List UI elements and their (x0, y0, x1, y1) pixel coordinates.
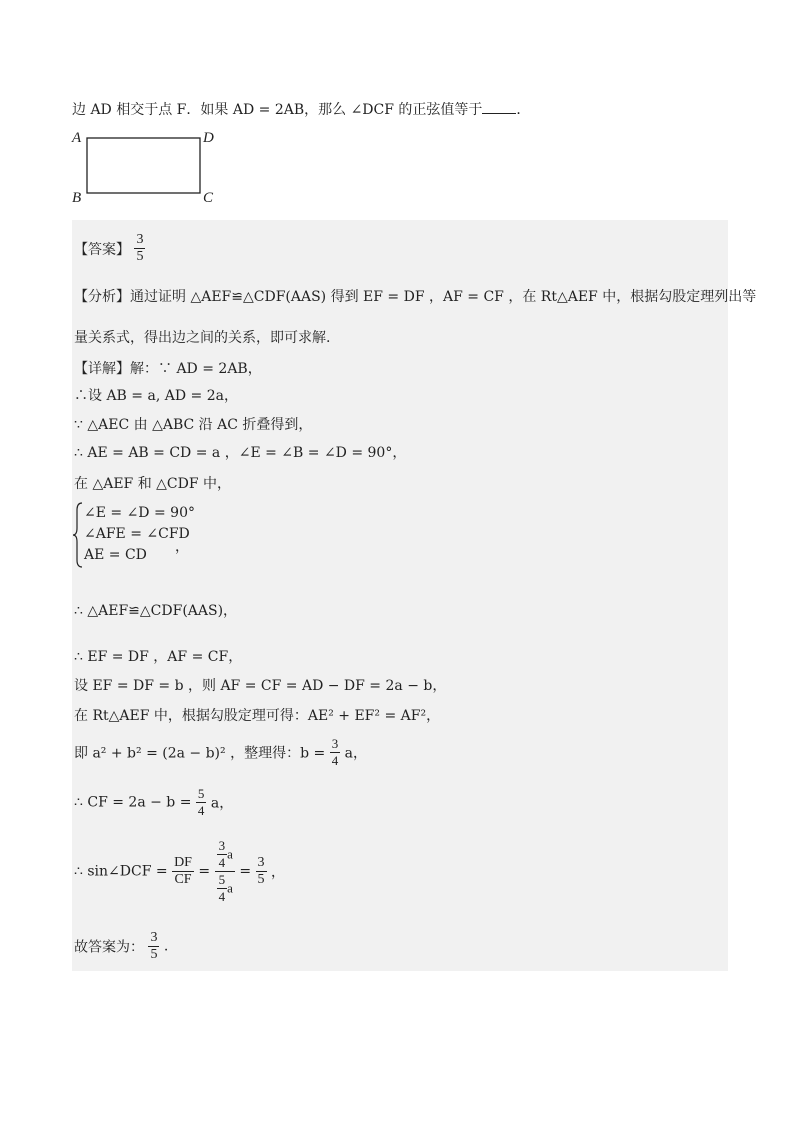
equals-sign: = (239, 863, 252, 880)
analysis-text-1: 通过证明 △AEF≌△CDF(AAS) 得到 EF = DF ，AF = CF ，在 Rt△AEF 中，根据勾股定理列出等 (130, 289, 757, 305)
answer-label: 【答案】 (74, 241, 130, 258)
system-eq-2: ∠AFE = ∠CFD (84, 526, 190, 542)
answer-line (74, 232, 145, 265)
detail-line-5: 在 △AEF 和 △CDF 中， (74, 476, 232, 492)
detail-line-8: 设 EF = DF = b ，则 AF = CF = AD − DF = 2a − b， (74, 678, 447, 694)
answer-numerator: 3 (136, 232, 144, 247)
fraction-numerator: DF (174, 855, 192, 870)
detail-label: 【详解】 (74, 361, 130, 377)
left-brace-icon (72, 502, 84, 568)
variable-a: a (227, 880, 233, 896)
fraction-numerator: 3 (150, 930, 158, 945)
question-text: 边 AD 相交于点 F．如果 AD = 2AB，那么 ∠DCF 的正弦值等于 (72, 102, 483, 118)
final-answer-text: 故答案为： (74, 939, 144, 956)
detail-line-3: ∵ △AEC 由 △ABC 沿 AC 折叠得到， (74, 417, 313, 433)
system-eq-3: AE = CD (84, 547, 147, 563)
equals-sign: = (198, 863, 211, 880)
final-answer-line (74, 930, 168, 963)
detail-text-10b: a， (344, 745, 367, 762)
inner-fraction-5-4 (217, 872, 228, 905)
fraction-5-4 (196, 786, 207, 819)
detail-line-2: ∴设 AB = a, AD = 2a， (74, 388, 238, 404)
rectangle-figure (70, 128, 220, 210)
final-fraction (148, 930, 159, 963)
rectangle-diagram (70, 128, 220, 210)
label-a: A (72, 130, 82, 146)
analysis-line-1 (74, 286, 756, 306)
system-comma: ， (175, 539, 189, 555)
rectangle-abcd (87, 138, 200, 193)
analysis-label: 【分析】 (74, 289, 130, 305)
fraction-numerator: 5 (197, 786, 205, 801)
fraction-denominator: 4 (218, 855, 226, 870)
inner-fraction-3-4 (217, 838, 228, 871)
detail-line-11 (74, 786, 233, 819)
fraction-3-5 (256, 855, 267, 888)
detail-text-10a: 即 a² + b² = (2a − b)² ，整理得：b = (74, 745, 326, 762)
fraction-3-4 (330, 736, 341, 769)
detail-text-12a: ∴ sin∠DCF = (74, 863, 168, 880)
answer-fraction (134, 232, 145, 265)
variable-a: a (227, 846, 233, 862)
question-line (72, 99, 530, 119)
detail-text-11b: a， (210, 795, 234, 812)
label-c: C (203, 190, 214, 206)
detail-line-6: ∴ △AEF≌△CDF(AAS)， (74, 603, 238, 619)
question-end: ． (516, 102, 531, 118)
detail-line-10 (74, 736, 367, 769)
complex-fraction (215, 838, 235, 905)
answer-denominator: 5 (136, 249, 144, 264)
final-period: . (163, 938, 169, 955)
detail-text-11a: ∴ CF = 2a − b = (74, 794, 192, 811)
system-eq-1: ∠E = ∠D = 90° (84, 505, 195, 521)
fraction-denominator: 4 (197, 803, 205, 818)
equation-system (84, 503, 195, 566)
label-b: B (72, 190, 82, 206)
complex-numerator (215, 838, 235, 872)
fraction-denominator: 4 (218, 889, 226, 904)
detail-text-1: 解：∵ AD = 2AB， (130, 361, 262, 377)
fraction-numerator: 3 (257, 855, 265, 870)
fraction-denominator: 5 (257, 872, 265, 887)
detail-line-4: ∴ AE = AB = CD = a ，∠E = ∠B = ∠D = 90°， (74, 445, 407, 461)
fraction-df-cf (172, 855, 194, 888)
detail-line-1 (74, 358, 262, 378)
detail-text-12end: ， (270, 864, 285, 881)
answer-blank (482, 101, 516, 114)
fraction-denominator: 5 (150, 947, 158, 962)
analysis-line-2: 量关系式，得出边之间的关系，即可求解. (74, 330, 331, 346)
fraction-numerator: 3 (331, 736, 339, 751)
brace-icon (72, 502, 84, 572)
fraction-numerator: 3 (218, 838, 226, 853)
detail-line-12 (74, 838, 285, 905)
label-d: D (203, 130, 214, 146)
fraction-denominator: 4 (331, 753, 339, 768)
detail-line-7: ∴ EF = DF ，AF = CF， (74, 649, 243, 665)
complex-denominator (215, 872, 235, 905)
fraction-denominator: CF (174, 872, 192, 887)
fraction-numerator: 5 (218, 872, 226, 887)
detail-line-9: 在 Rt△AEF 中，根据勾股定理可得：AE² + EF² = AF²， (74, 708, 441, 724)
